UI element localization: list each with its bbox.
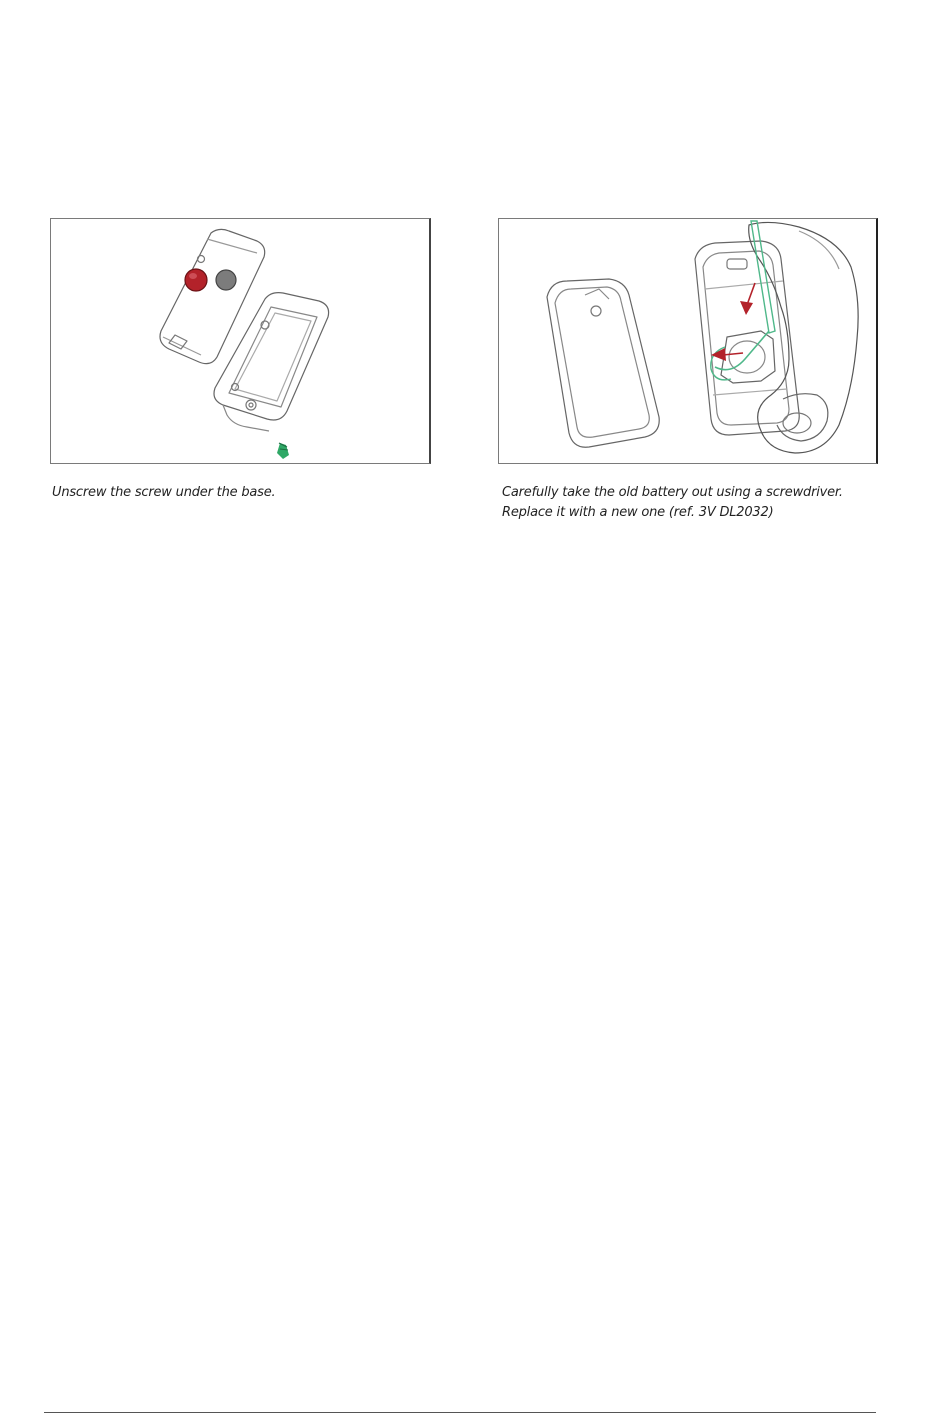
caption-unscrew-base bbox=[52, 483, 432, 503]
figure-replace-battery bbox=[498, 218, 878, 464]
arrow-left-icon bbox=[711, 348, 743, 361]
battery-replacement-illustration bbox=[499, 219, 876, 463]
caption-line: Unscrew the screw under the base. bbox=[52, 485, 276, 500]
back-cover bbox=[547, 279, 659, 447]
grey-button bbox=[216, 270, 236, 290]
footer-divider bbox=[44, 1412, 876, 1413]
remote-base-shell bbox=[214, 293, 329, 420]
caption-replace-battery bbox=[502, 483, 902, 523]
screw-icon bbox=[277, 443, 289, 459]
figure-unscrew-base bbox=[50, 218, 431, 464]
hand-outline bbox=[749, 222, 858, 453]
open-remote-body bbox=[695, 241, 799, 435]
arrow-down-icon bbox=[740, 283, 755, 315]
caption-line: Carefully take the old battery out using a screwdriver. bbox=[502, 485, 843, 500]
remote-disassembly-illustration bbox=[51, 219, 429, 463]
red-button bbox=[185, 269, 207, 291]
caption-line: Replace it with a new one (ref. 3V DL2032) bbox=[502, 505, 774, 520]
